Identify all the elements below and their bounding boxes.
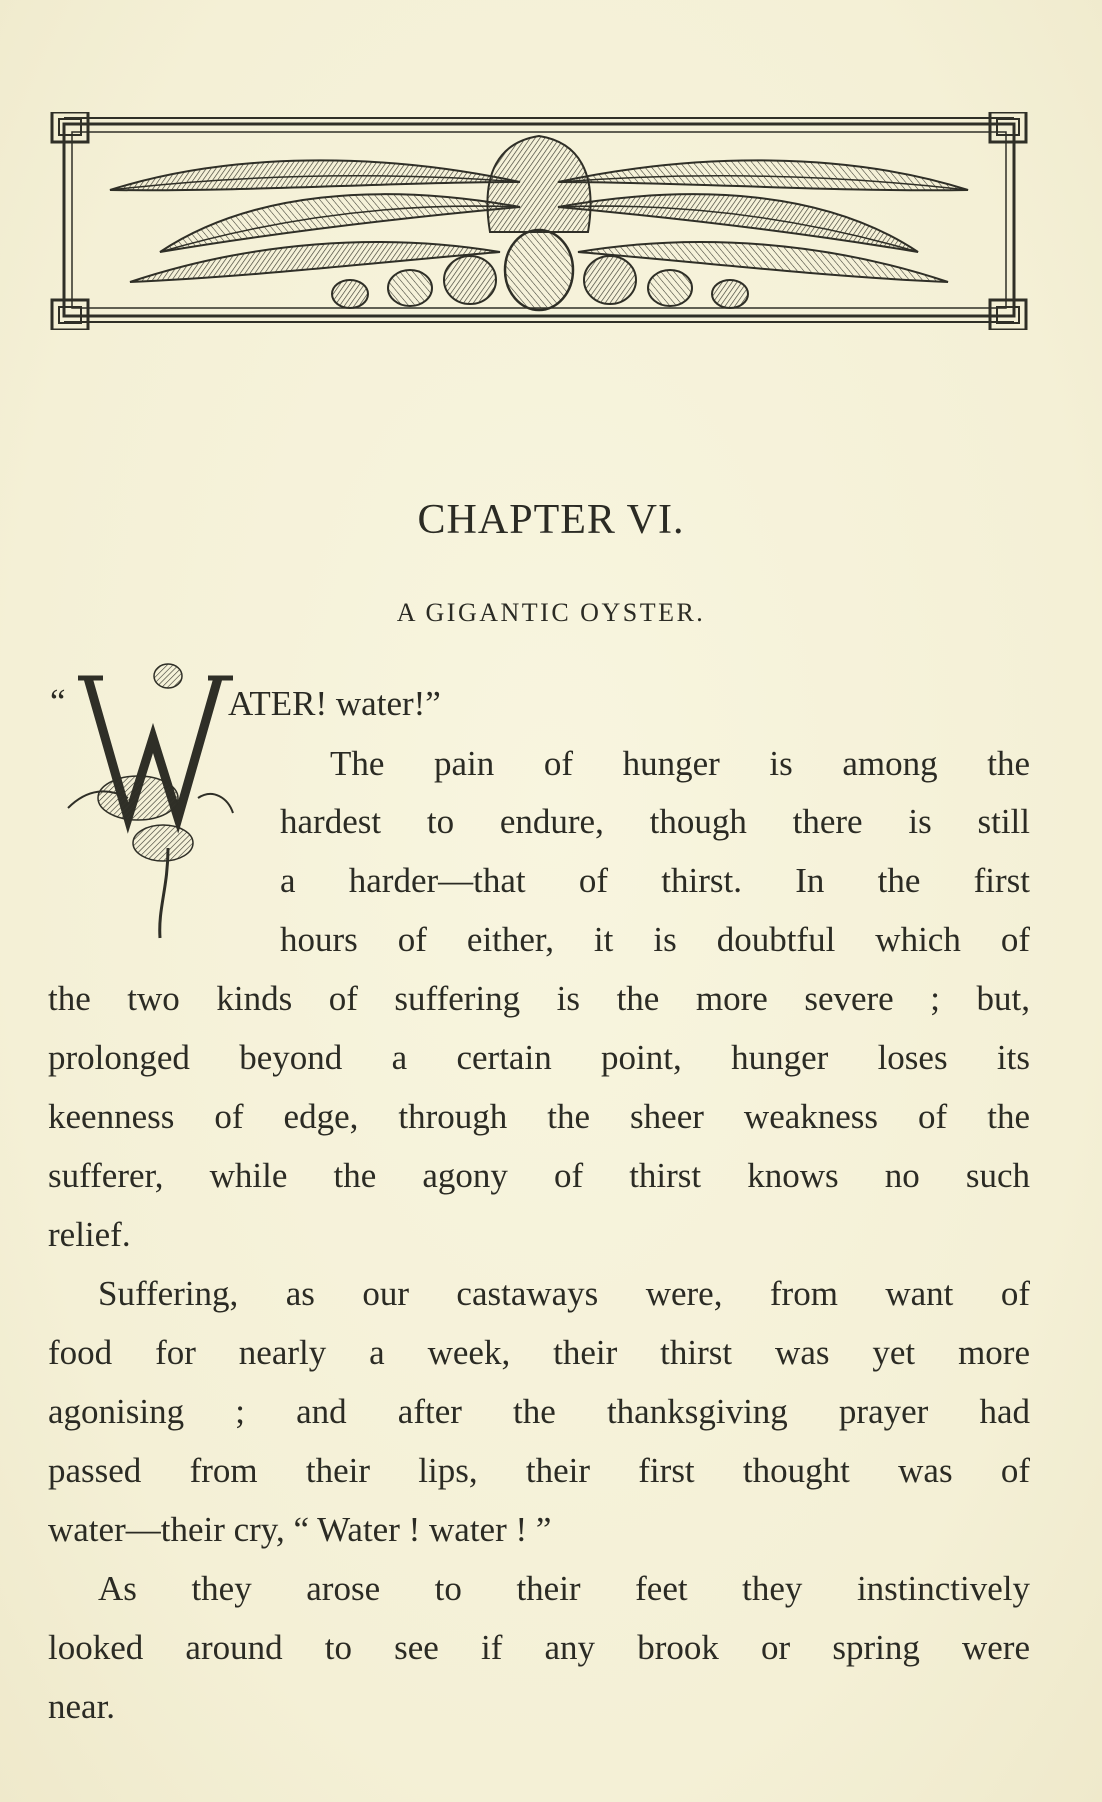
body-line-12: agonising ; and after the thanksgiving prayer had (48, 1392, 1030, 1431)
chapter-title: CHAPTER VI. (417, 497, 685, 543)
body-line-1: The pain of hunger is among the (330, 744, 1030, 783)
ornamental-headpiece-illustration (50, 112, 1028, 330)
body-line-11: food for nearly a week, their thirst was yet more (48, 1333, 1030, 1372)
body-line-2: hardest to endure, though there is still (280, 802, 1030, 841)
chapter-subtitle: A GIGANTIC OYSTER. (396, 598, 706, 627)
body-line-14: water—their cry, “ Water ! water ! ” (48, 1510, 552, 1549)
body-line-7: keenness of edge, through the sheer weakness of the (48, 1097, 1030, 1136)
opening-quote: “ (50, 682, 66, 721)
body-line-8: sufferer, while the agony of thirst knows no such (48, 1156, 1030, 1195)
first-line-rest: ATER! water!” (228, 684, 441, 723)
body-line-6: prolonged beyond a certain point, hunger loses its (48, 1038, 1030, 1077)
body-line-4: hours of either, it is doubtful which of (280, 920, 1030, 959)
body-line-17: near. (48, 1687, 116, 1726)
body-line-16: looked around to see if any brook or spring were (48, 1628, 1030, 1667)
body-line-3: a harder—that of thirst. In the first (280, 861, 1030, 900)
decorated-drop-cap-w (48, 648, 244, 948)
body-line-10: Suffering, as our castaways were, from want of (98, 1274, 1030, 1313)
body-line-15: As they arose to their feet they instinctively (98, 1569, 1030, 1608)
body-line-9: relief. (48, 1215, 131, 1254)
body-line-5: the two kinds of suffering is the more severe ; but, (48, 979, 1030, 1018)
body-line-13: passed from their lips, their first thought was of (48, 1451, 1030, 1490)
